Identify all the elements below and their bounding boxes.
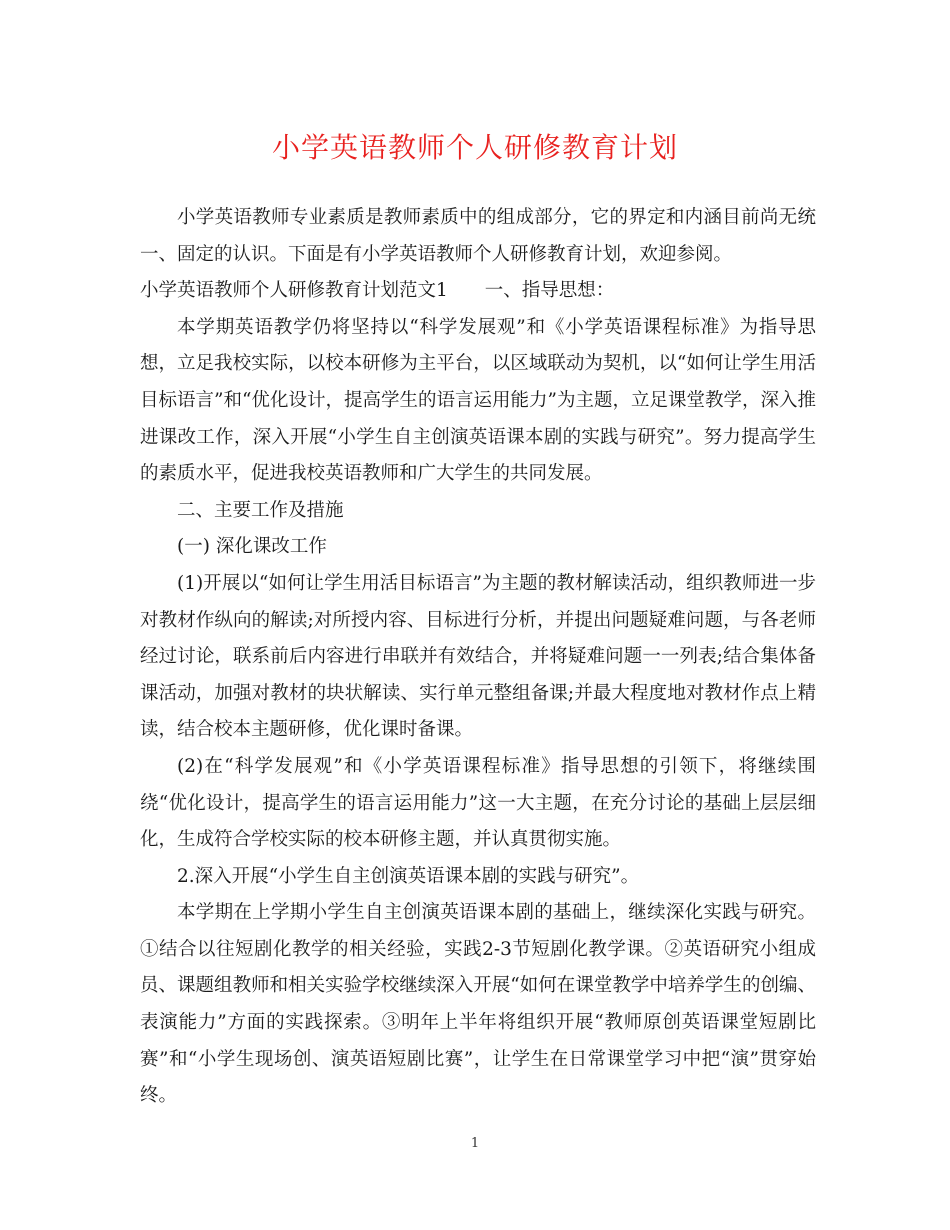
document-title: 小学英语教师个人研修教育计划 xyxy=(271,131,678,164)
subsection-heading: (一) 深化课改工作 xyxy=(177,536,327,558)
point-2-heading: 2.深入开展“小学生自主创演英语课本剧的实践与研究”。 xyxy=(177,865,640,887)
point-2-paragraph: 本学期在上学期小学生自主创演英语课本剧的基础上，继续深化实践与研究。①结合以往短剧化教学的相关经验，实践2-3节短剧化教学课。②英语研究小组成员、课题组教师和相关实验学校继续深入开展“如何在课堂教学中培养学生的创编、表演能力”方面的实践探索。③明年上半年将组织开展“教师原创英语课堂短剧比赛”和“小学生现场创、演英语短剧比赛”，让学生在日常课堂学习中把“演”贯穿始终。 xyxy=(140,902,816,1107)
main-work-heading: 二、主要工作及措施 xyxy=(177,499,344,521)
intro-paragraph: 小学英语教师专业素质是教师素质中的组成部分，它的界定和内涵目前尚无统一、固定的认识。下面是有小学英语教师个人研修教育计划，欢迎参阅。 xyxy=(140,207,816,265)
guiding-thought-paragraph: 本学期英语教学仍将坚持以“科学发展观”和《小学英语课程标准》为指导思想，立足我校实际，以校本研修为主平台，以区域联动为契机，以“如何让学生用活目标语言”和“优化设计，提高学生的语言运用能力”为主题，立足课堂教学，深入推进课改工作，深入开展“小学生自主创演英语课本剧的实践与研究”。努力提高学生的素质水平，促进我校英语教师和广大学生的共同发展。 xyxy=(140,316,816,485)
item-2-paragraph: (2)在“科学发展观”和《小学英语课程标准》指导思想的引领下，将继续围绕“优化设计，提高学生的语言运用能力”这一大主题，在充分讨论的基础上层层细化，生成符合学校实际的校本研修主题，并认真贯彻实施。 xyxy=(140,755,816,851)
item-1-paragraph: (1)开展以“如何让学生用活目标语言”为主题的教材解读活动，组织教师进一步对教材作纵向的解读;对所授内容、目标进行分析，并提出问题疑难问题，与各老师经过讨论，联系前后内容进行串联并有效结合，并将疑难问题一一列表;结合集体备课活动，加强对教材的块状解读、实行单元整组备课;并最大程度地对教材作点上精读，结合校本主题研修，优化课时备课。 xyxy=(140,572,816,741)
section-heading-paragraph: 小学英语教师个人研修教育计划范文1 一、指导思想： xyxy=(140,280,615,302)
document-body xyxy=(140,200,816,1115)
page-number: 1 xyxy=(470,1136,480,1151)
